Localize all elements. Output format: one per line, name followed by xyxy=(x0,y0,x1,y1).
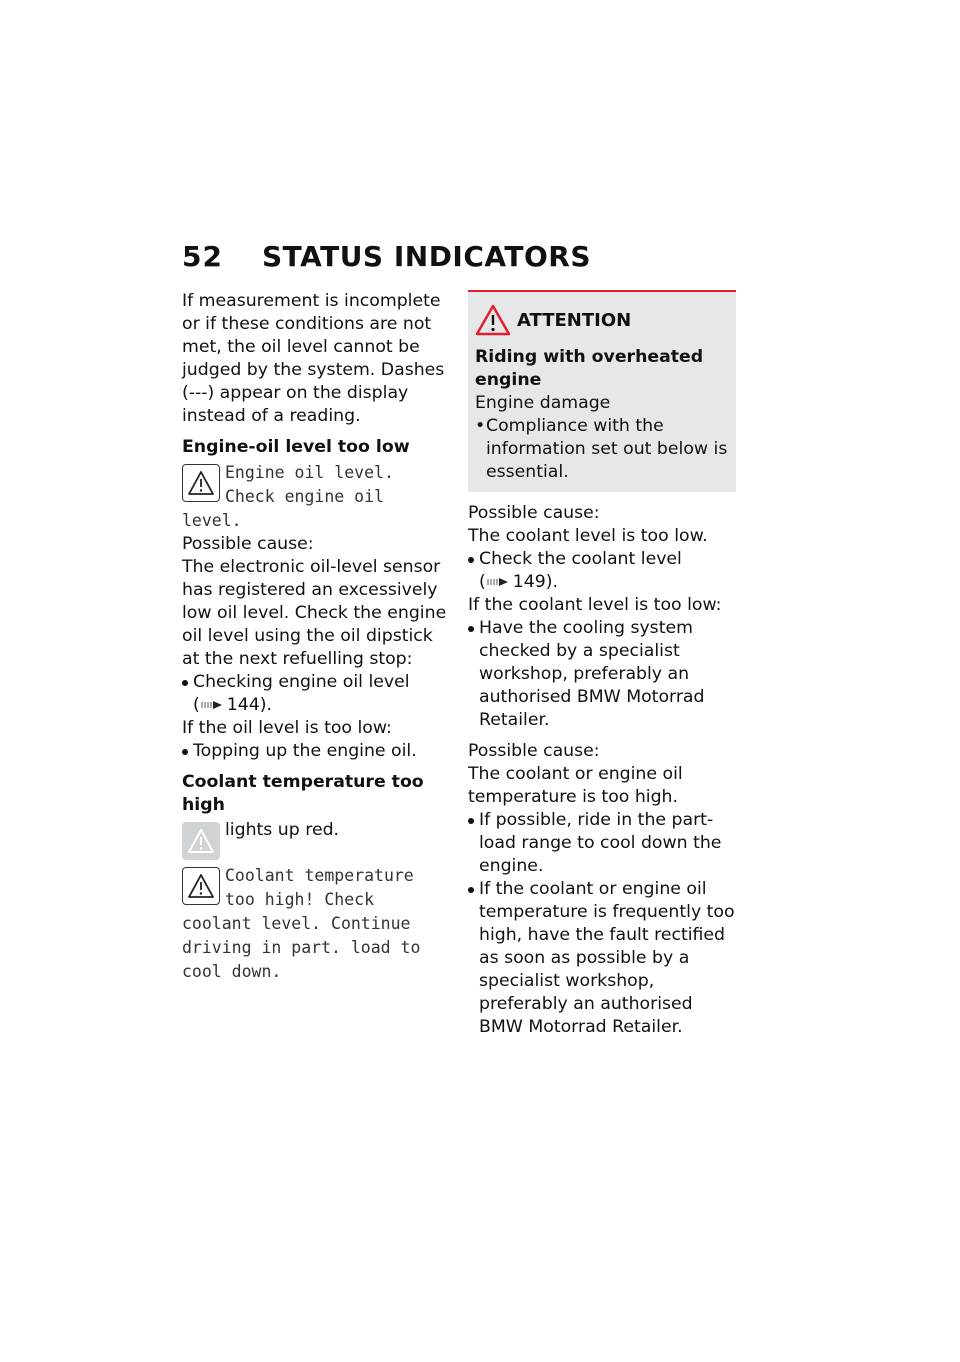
oil-bullet-check-text: Checking engine oil level xyxy=(193,672,410,692)
left-column xyxy=(182,290,452,984)
oil-condition: If the oil level is too low: xyxy=(182,718,392,738)
coolant-display-message xyxy=(182,864,452,984)
attention-title: Riding with overheated engine xyxy=(475,347,704,390)
warning-triangle-icon xyxy=(182,867,220,905)
attention-box xyxy=(468,290,736,492)
coolant-page-reference[interactable]: 149). xyxy=(512,572,558,592)
temp-cause-text: The coolant or engine oil temperature is too high. xyxy=(468,764,683,807)
coolant-bullet-workshop: Have the cooling system checked by a specialist workshop, preferably an authorised BMW Motorrad Retailer. xyxy=(468,617,736,732)
oil-bullet-topup: Topping up the engine oil. xyxy=(182,740,452,763)
temp-cause-label: Possible cause: xyxy=(468,741,600,761)
temp-bullet-partload: If possible, ride in the part-load range to cool down the engine. xyxy=(468,809,736,878)
coolant-bullet-check-text: Check the coolant level xyxy=(479,549,682,569)
oil-display-message xyxy=(182,461,452,533)
coolant-lights-text: lights up red. xyxy=(225,820,340,840)
oil-cause-label: Possible cause: xyxy=(182,534,314,554)
coolant-cause-label: Possible cause: xyxy=(468,503,600,523)
attention-triangle-icon xyxy=(475,304,511,336)
oil-page-reference[interactable]: 144). xyxy=(226,695,272,715)
page-header xyxy=(182,240,591,273)
attention-label: ATTENTION xyxy=(517,309,632,331)
attention-consequence: Engine damage xyxy=(475,393,611,413)
oil-bullet-check: Checking engine oil level ( 144). xyxy=(182,671,452,717)
temp-bullet-rectify: If the coolant or engine oil temperature is frequently too high, have the fault rectified as soon as possible by a specialist workshop, preferably an authorised BMW Motorrad Retailer. xyxy=(468,878,736,1039)
page-number: 52 xyxy=(182,240,223,273)
coolant-condition: If the coolant level is too low: xyxy=(468,595,722,615)
attention-header xyxy=(475,304,728,336)
intro-paragraph: If measurement is incomplete or if these conditions are not met, the oil level cannot be judged by the system. Dashes (---) appear on the display instead of a reading. xyxy=(182,291,445,426)
section-title: STATUS INDICATORS xyxy=(262,240,592,273)
coolant-display-text: Coolant temperature too high! Check coolant level. Continue driving in part. load to cool down. xyxy=(182,866,421,981)
coolant-warning-light xyxy=(182,819,452,862)
right-column xyxy=(468,290,736,1039)
oil-display-text: Engine oil level. Check engine oil level. xyxy=(182,463,394,530)
coolant-heading: Coolant temperature too high xyxy=(182,772,424,815)
oil-level-heading: Engine-oil level too low xyxy=(182,437,410,457)
warning-triangle-icon xyxy=(182,464,220,502)
coolant-bullet-check: Check the coolant level ( 149). xyxy=(468,548,736,594)
coolant-cause-text: The coolant level is too low. xyxy=(468,526,708,546)
oil-cause-text: The electronic oil-level sensor has registered an excessively low oil level. Check the engine oil level using the oil dipstick at the next refuelling stop: xyxy=(182,557,447,669)
cross-reference-arrow-icon xyxy=(486,576,510,588)
warning-light-icon xyxy=(182,822,220,860)
cross-reference-arrow-icon xyxy=(200,699,224,711)
attention-bullet: • Compliance with the information set out below is essential. xyxy=(475,415,728,484)
